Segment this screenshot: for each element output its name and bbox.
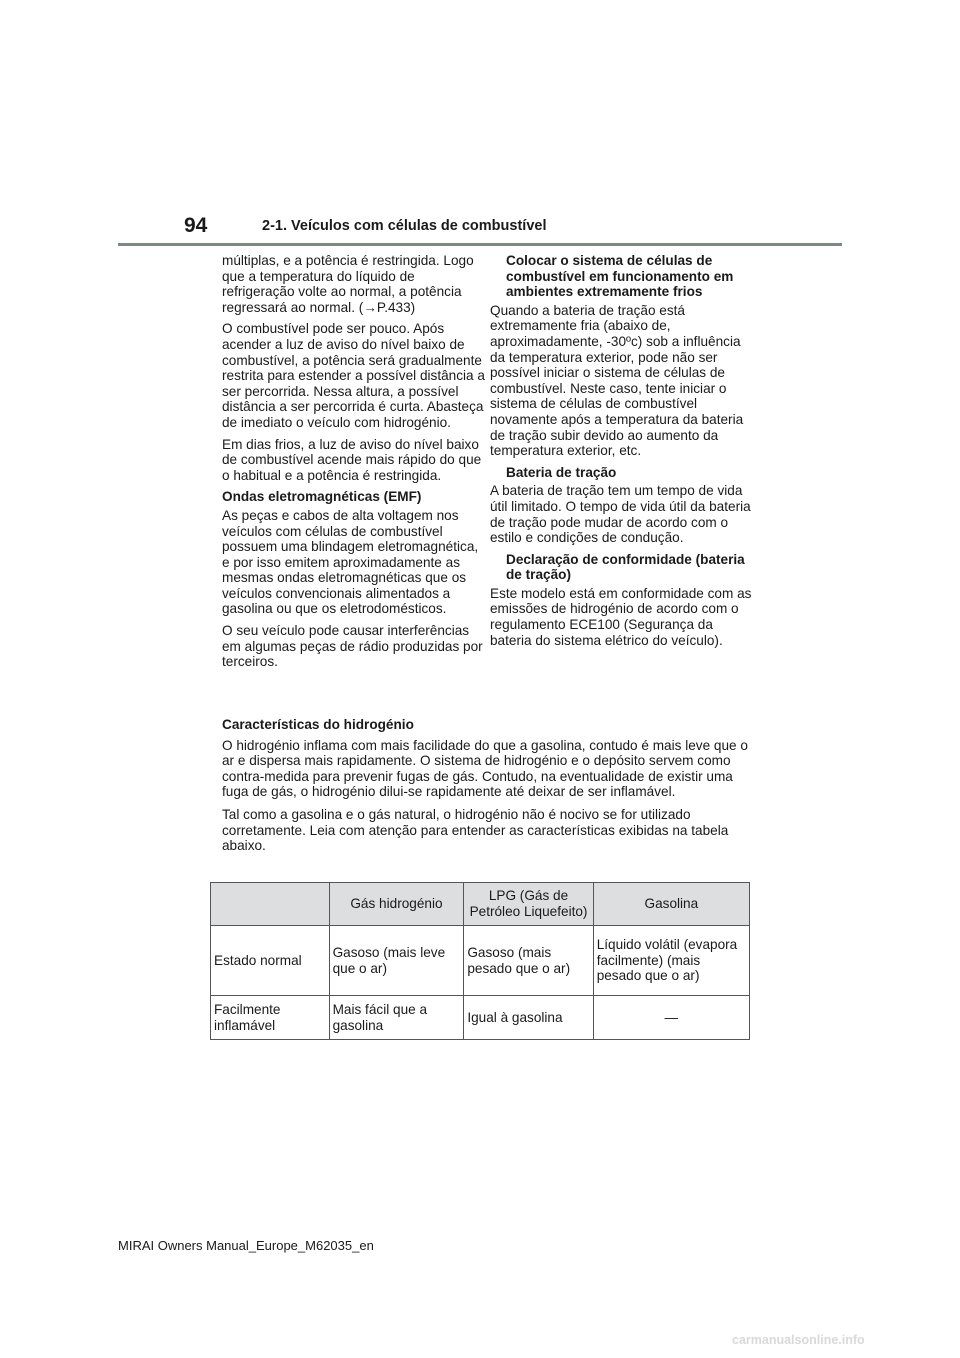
paragraph: O hidrogénio inflama com mais facilidade do que a gasolina, contudo é mais leve que o ar e dispersa mais rapidamente. O sistema de hidrogénio e o depósito servem como contra-medida para prevenir fugas de gás. Contudo, na eventualidade de existir uma fuga de gás, o hidrogénio dilui-se rapidamente até deixar de ser inflamável. — [222, 737, 748, 800]
heading-traction-battery: Bateria de tração — [506, 464, 617, 480]
paragraph: Quando a bateria de tração está extremamente fria (abaixo de, aproximadamente, -30ºc) sob a influência da temperatura exterior, pode não ser possível iniciar o sistema de células de combustível. Neste caso, tente iniciar o sistema de células de combustível novamente após a temperatura da bateria de tração subir devido ao aumento da temperatura exterior, etc. — [490, 302, 744, 459]
table-row — [211, 926, 750, 996]
table-cell: Facilmente inflamável — [211, 996, 330, 1040]
section-title: 2-1. Veículos com células de combustível — [262, 218, 547, 234]
paragraph: As peças e cabos de alta voltagem nos veículos com células de combustível possuem uma blindagem eletromagnética, e por isso emitem aproximadamente as mesmas ondas eletromagnéticas que os veículos convencionais alimentados a gasolina ou que os eletrodomésticos. — [222, 507, 479, 617]
table-cell: Estado normal — [211, 926, 330, 996]
hydrogen-properties-table — [210, 882, 750, 1040]
table-header-cell: Gás hidrogénio — [329, 883, 464, 926]
heading-hydrogen: Características do hidrogénio — [222, 717, 414, 732]
heading-conformity: Declaração de conformidade (bateria de tração) — [506, 551, 745, 583]
paragraph: O combustível pode ser pouco. Após acender a luz de aviso do nível baixo de combustível, a potência será gradualmente restrita para estender a possível distância a ser percorrida. Nessa altura, a possível distância a ser percorrida é curta. Abasteça de imediato o veículo com hidrogénio. — [222, 321, 485, 430]
watermark: carmanualsonline.info — [732, 1333, 865, 1347]
manual-footer: MIRAI Owners Manual_Europe_M62035_en — [118, 1238, 374, 1253]
table-cell: — — [593, 996, 749, 1040]
paragraph: O seu veículo pode causar interferências em algumas peças de rádio produzidas por terceiros. — [222, 623, 483, 670]
heading-emf: Ondas eletromagnéticas (EMF) — [222, 489, 422, 505]
paragraph: Tal como a gasolina e o gás natural, o hidrogénio não é nocivo se for utilizado corretamente. Leia com atenção para entender as características exibidas na tabela abaixo. — [222, 806, 729, 854]
table-row — [211, 996, 750, 1040]
table-header-row — [211, 883, 750, 926]
table-header-cell: Gasolina — [593, 883, 749, 926]
table-header-cell — [211, 883, 330, 926]
heading-cold-start: Colocar o sistema de células de combustível em funcionamento em ambientes extremamente frios — [506, 253, 734, 300]
paragraph: múltiplas, e a potência é restringida. Logo que a temperatura do líquido de refrigeração volte ao normal, a potência regressará ao normal. (→P.433) — [222, 253, 474, 315]
paragraph: Este modelo está em conformidade com as emissões de hidrogénio de acordo com o regulamento ECE100 (Segurança da bateria do sistema elétrico do veículo). — [490, 585, 752, 648]
table-cell: Igual à gasolina — [464, 996, 593, 1040]
table-cell: Mais fácil que a gasolina — [329, 996, 464, 1040]
table-cell: Líquido volátil (evapora facilmente) (mais pesado que o ar) — [593, 926, 749, 996]
right-column — [490, 253, 752, 654]
hydrogen-section — [222, 717, 754, 861]
page-number: 94 — [184, 214, 208, 237]
paragraph: A bateria de tração tem um tempo de vida útil limitado. O tempo de vida útil da bateria de tração pode mudar de acordo com o estilo e condições de condução. — [490, 483, 751, 546]
table-cell: Gasoso (mais leve que o ar) — [329, 926, 464, 996]
table-header-cell: LPG (Gás de Petróleo Liquefeito) — [464, 883, 593, 926]
table-cell: Gasoso (mais pesado que o ar) — [464, 926, 593, 996]
header-divider — [118, 243, 842, 246]
paragraph: Em dias frios, a luz de aviso do nível baixo de combustível acende mais rápido do que o habitual e a potência é restringida. — [222, 436, 482, 483]
left-column — [222, 253, 488, 676]
